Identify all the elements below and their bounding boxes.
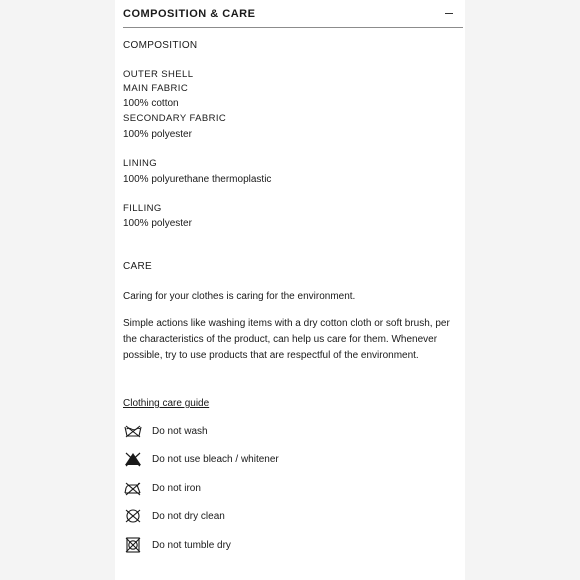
bleach-triangle-crossed-icon	[123, 450, 143, 468]
care-intro: Caring for your clothes is caring for the environment.	[123, 291, 356, 302]
lining-value: 100% polyurethane thermoplastic	[123, 174, 272, 185]
filling-label: FILLING	[123, 203, 162, 214]
care-label: Do not use bleach / whitener	[152, 454, 279, 465]
clothing-care-guide-link[interactable]: Clothing care guide	[123, 398, 210, 409]
secondary-fabric-label: SECONDARY FABRIC	[123, 113, 227, 124]
tumble-dry-crossed-icon	[123, 536, 143, 554]
filling-value: 100% polyester	[123, 218, 192, 229]
accordion-title: COMPOSITION & CARE	[123, 8, 256, 20]
composition-care-panel	[115, 0, 465, 580]
care-instruction	[123, 507, 423, 527]
care-label: Do not iron	[152, 483, 201, 494]
care-instruction	[123, 422, 423, 442]
dry-clean-circle-crossed-icon	[123, 507, 143, 525]
care-heading: CARE	[123, 261, 152, 272]
main-fabric-value: 100% cotton	[123, 98, 179, 109]
lining-label: LINING	[123, 158, 158, 169]
main-fabric-label: MAIN FABRIC	[123, 83, 189, 94]
care-instruction	[123, 536, 423, 556]
iron-crossed-icon	[123, 479, 143, 497]
care-instruction	[123, 450, 423, 470]
minus-icon	[445, 13, 453, 14]
accordion-header[interactable]	[123, 0, 463, 28]
care-label: Do not wash	[152, 426, 208, 437]
care-body: Simple actions like washing items with a dry cotton cloth or soft brush, per the characteristics of the product, can help us care for them. Whenever possible, try to use products that are respectful of the environment.	[123, 318, 450, 361]
wash-tub-crossed-icon	[123, 422, 143, 440]
composition-heading: COMPOSITION	[123, 40, 198, 51]
secondary-fabric-value: 100% polyester	[123, 129, 192, 140]
collapse-button[interactable]	[443, 6, 457, 20]
care-label: Do not tumble dry	[152, 540, 231, 551]
outer-shell-label: OUTER SHELL	[123, 69, 194, 80]
care-label: Do not dry clean	[152, 511, 225, 522]
care-instruction	[123, 479, 423, 499]
